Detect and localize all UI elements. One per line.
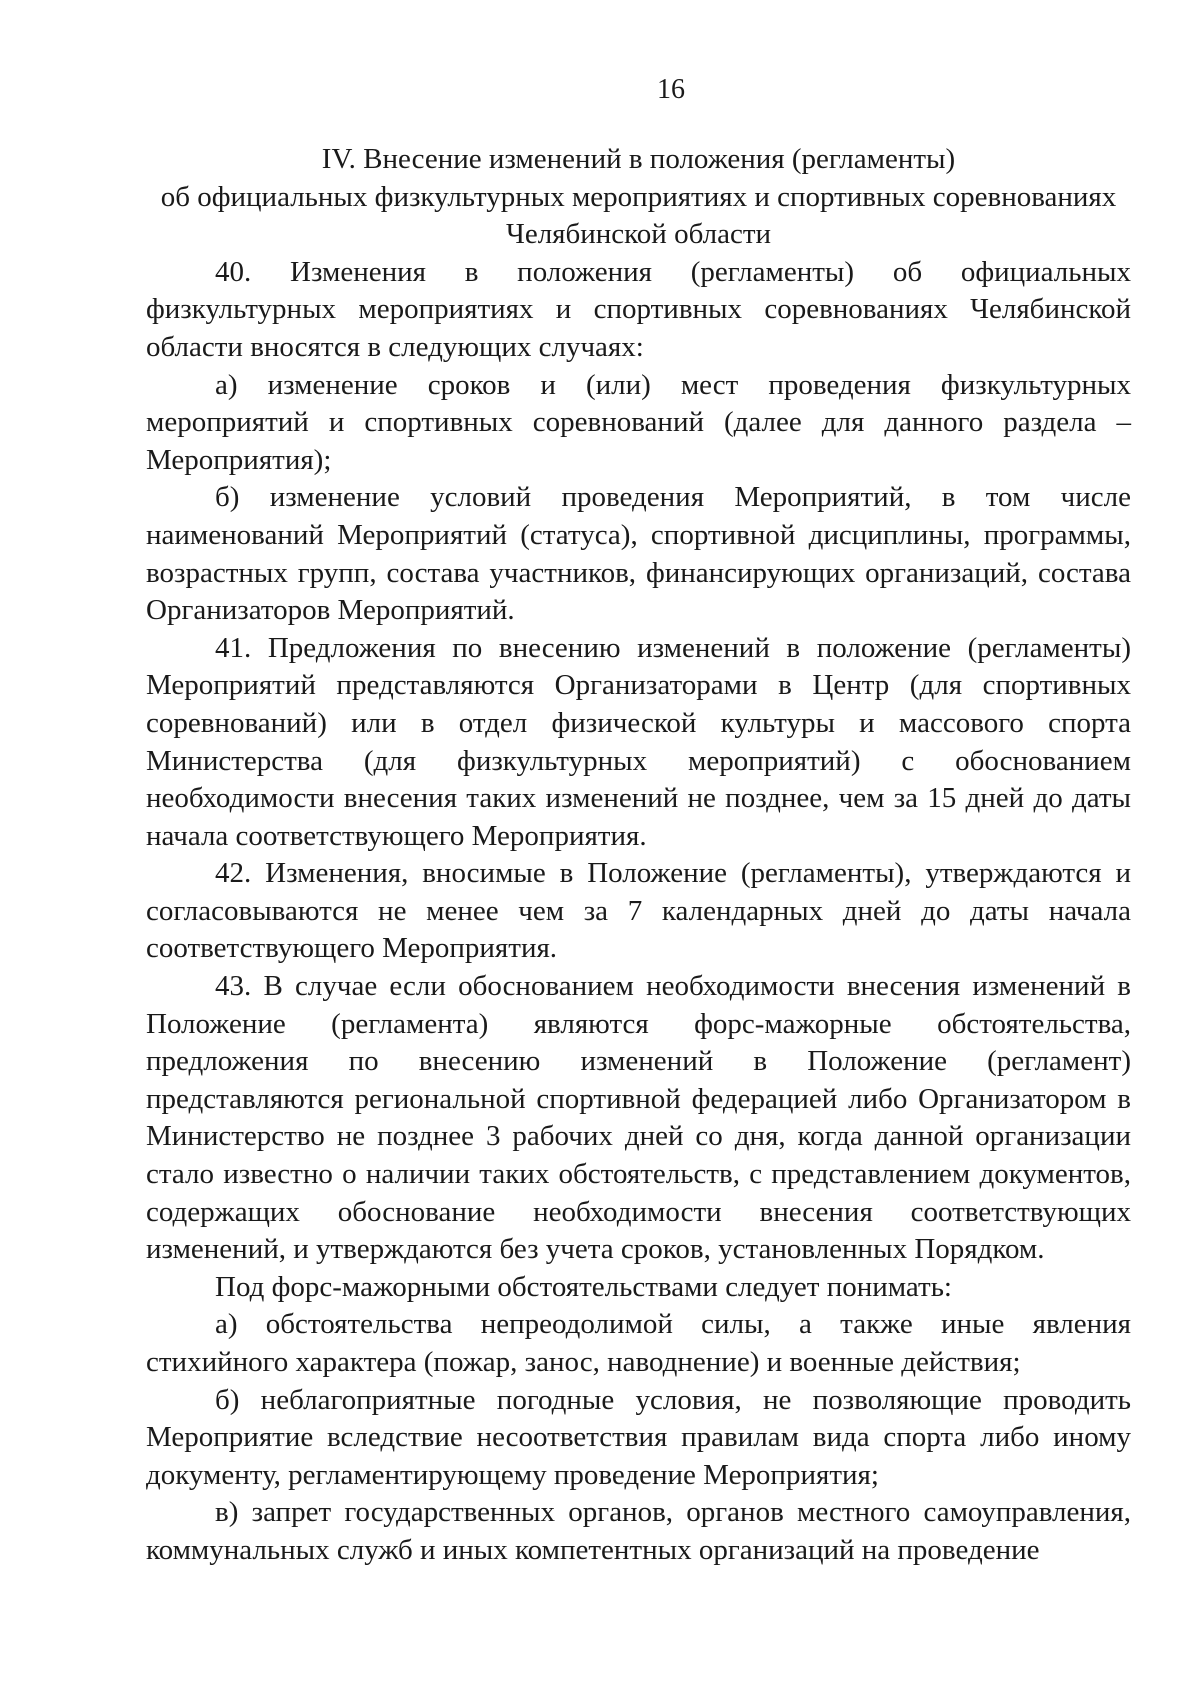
paragraph-42: 42. Изменения, вносимые в Положение (регламенты), утверждаются и согласовываются не менее чем за 7 календарных дней до даты начала соответствующего Мероприятия. xyxy=(146,857,1131,965)
paragraph-40-item-b: б) изменение условий проведения Мероприятий, в том числе наименований Мероприятий (статуса), спортивной дисциплины, программы, возрастных групп, состава участников, финансирующих организаций, состава Организаторов Мероприятий. xyxy=(146,481,1131,627)
section-heading-line-3: Челябинской области xyxy=(505,218,772,251)
section-heading-line-2: об официальных физкультурных мероприятиях и спортивных соревнованиях xyxy=(160,180,1117,213)
paragraph-41: 41. Предложения по внесению изменений в положение (регламенты) Мероприятий представляются Организаторами в Центр (для спортивных соревнований) или в отдел физической культуры и массового спорта Министерства (для физкультурных мероприятий) с обоснованием необходимости внесения таких изменений не позднее, чем за 15 дней до даты начала соответствующего Мероприятия. xyxy=(146,631,1131,852)
force-majeure-intro: Под форс-мажорными обстоятельствами следует понимать: xyxy=(215,1270,952,1303)
section-heading-line-1: IV. Внесение изменений в положения (регламенты) xyxy=(321,143,956,175)
paragraph-40-item-a: а) изменение сроков и (или) мест проведения физкультурных мероприятий и спортивных соревнований (далее для данного раздела – Мероприятия); xyxy=(146,368,1131,476)
force-majeure-item-a: а) обстоятельства непреодолимой силы, а также иные явления стихийного характера (пожар, занос, наводнение) и военные действия; xyxy=(146,1308,1131,1378)
paragraph-43: 43. В случае если обоснованием необходимости внесения изменений в Положение (регламента) являются форс-мажорные обстоятельства, предложения по внесению изменений в Положение (регламент) представляются региональной спортивной федерацией либо Организатором в Министерство не позднее 3 рабочих дней со дня, когда данной организации стало известно о наличии таких обстоятельств, с представлением документов, содержащих обоснование необходимости внесения соответствующих изменений, и утверждаются без учета сроков, установленных Порядком. xyxy=(146,970,1131,1266)
section-heading xyxy=(146,141,1131,254)
force-majeure-item-b: б) неблагоприятные погодные условия, не позволяющие проводить Мероприятие вследствие несоответствия правилам вида спорта либо иному документу, регламентирующему проведение Мероприятия; xyxy=(146,1383,1131,1491)
paragraph-40: 40. Изменения в положения (регламенты) об официальных физкультурных мероприятиях и спортивных соревнованиях Челябинской области вносятся в следующих случаях: xyxy=(146,255,1131,363)
force-majeure-item-c: в) запрет государственных органов, органов местного самоуправления, коммунальных служб и иных компетентных организаций на проведение xyxy=(146,1496,1131,1566)
document-body xyxy=(146,141,1131,1570)
page-number: 16 xyxy=(657,74,685,105)
